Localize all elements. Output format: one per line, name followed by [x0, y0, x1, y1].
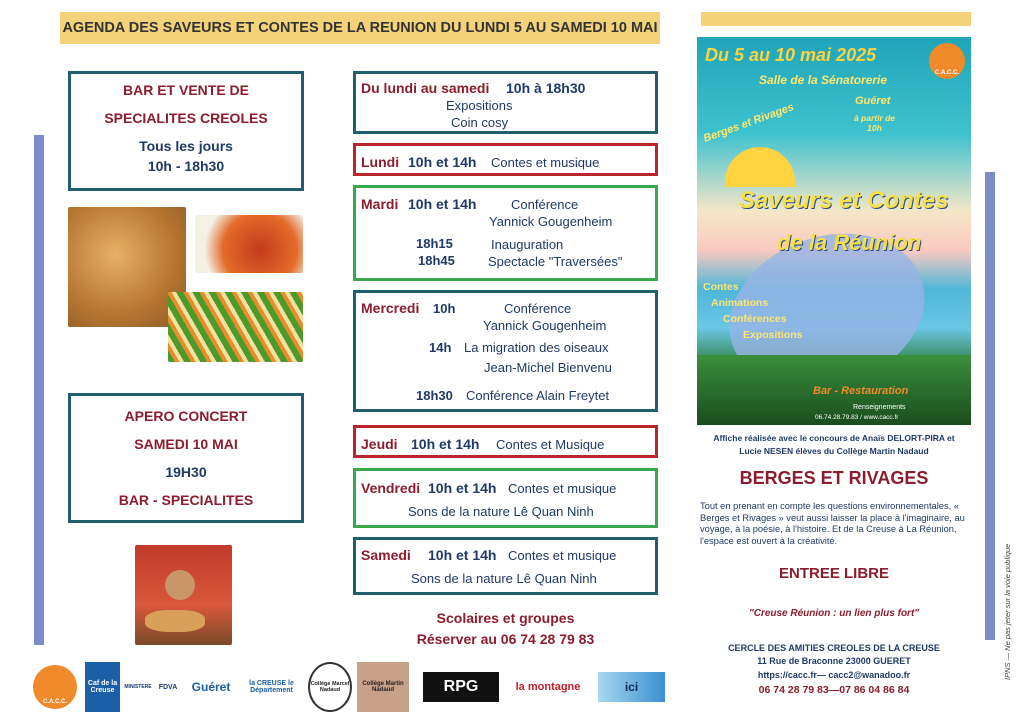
poster-list-item-1: Contes [703, 281, 739, 293]
jeudi-day: Jeudi [361, 436, 398, 452]
musician-photo [135, 545, 232, 645]
mardi-time2: 18h15 [416, 236, 453, 251]
cacc-logo [929, 43, 965, 79]
cacc-logo-text: C.A.C.C. [935, 70, 959, 76]
mercredi-time: 10h [433, 301, 456, 316]
decor-bar-left [34, 135, 44, 645]
decor-bar-right [985, 172, 995, 640]
poster-from: à partir de 10h [853, 113, 896, 133]
bar-box-line1: BAR ET VENTE DE [122, 82, 249, 98]
logo-creuse: la CREUSE le Département [249, 680, 294, 694]
apero-box [68, 393, 304, 523]
salad-photo [168, 292, 303, 362]
rougail-photo [195, 215, 303, 273]
org-name: CERCLE DES AMITIES CREOLES DE LA CREUSE [728, 643, 940, 653]
poster-list-item-4: Expositions [743, 329, 803, 341]
apero-box-line3: 19H30 [165, 464, 207, 480]
schedule-jeudi [353, 425, 658, 458]
mercredi-speaker2: Jean-Michel Bienvenu [484, 360, 612, 375]
mercredi-time3: 18h30 [416, 388, 453, 403]
samedi-desc2: Sons de la nature Lê Quan Ninh [411, 571, 597, 586]
samedi-time: 10h et 14h [428, 547, 497, 563]
org-web: https://cacc.fr— cacc2@wanadoo.fr [757, 670, 911, 680]
schedule-mardi [353, 185, 658, 281]
schedule-mercredi [353, 290, 658, 412]
poster-dates: Du 5 au 10 mai 2025 [705, 45, 877, 65]
schedule-all-week [353, 71, 658, 134]
right-paragraph: Tout en prenant en compte les questions environnementales, « Berges et Rivages » veut aussi laisser la place à l'imaginaire, au voyage, à la poésie, à l'histoire. Et de la Creuse à La Réunion, l'espace est ouvert à la créativité. [700, 501, 965, 546]
musician-head [165, 570, 195, 600]
mercredi-time2: 14h [429, 340, 452, 355]
vendredi-desc: Contes et musique [508, 481, 617, 496]
mardi-time3: 18h45 [418, 253, 455, 268]
apero-box-line1: APERO CONCERT [124, 408, 248, 424]
poster-venue: Salle de la Sénatorerie [759, 73, 888, 87]
mercredi-desc: Conférence [504, 301, 572, 316]
page-title: AGENDA DES SAVEURS ET CONTES DE LA REUNION DU LUNDI 5 AU SAMEDI 10 MAI [62, 20, 658, 36]
lundi-time: 10h et 14h [408, 154, 477, 170]
logo-fdva: FDVA [158, 683, 178, 691]
schedule-vendredi [353, 468, 658, 528]
header-banner [60, 12, 660, 44]
bar-box-line2: SPECIALITES CREOLES [104, 110, 268, 126]
logo-gueret: Guéret [191, 680, 231, 694]
schedule-samedi [353, 537, 658, 595]
apero-box-line4: BAR - SPECIALITES [118, 492, 254, 508]
mercredi-desc2: La migration des oiseaux [464, 340, 609, 355]
groups-line1: Scolaires et groupes [436, 610, 575, 626]
mardi-speaker: Yannick Gougenheim [489, 214, 613, 229]
logo-college-martin: Collège Martin Nadaud [357, 662, 409, 712]
bar-box-line4: 10h - 18h30 [147, 158, 225, 174]
right-title: BERGES ET RIVAGES [739, 468, 929, 488]
credit-line1: Affiche réalisée avec le concours de Anaïs DELORT-PIRA et [713, 433, 955, 443]
vendredi-desc2: Sons de la nature Lê Quan Ninh [408, 504, 594, 519]
poster-title2: de la Réunion [777, 230, 922, 255]
jeudi-time: 10h et 14h [411, 436, 480, 452]
decor-bar-top-right [701, 12, 971, 26]
bar-box-line3: Tous les jours [139, 138, 233, 154]
logo-ministere: MINISTERE [124, 684, 152, 690]
guitar-shape [145, 610, 205, 632]
logo-rpg: RPG [423, 672, 499, 702]
poster-contact: 06.74.28.79.83 / www.cacc.fr [815, 414, 899, 421]
schedule-lundi [353, 143, 658, 176]
samedi-desc: Contes et musique [508, 548, 617, 563]
jeudi-desc: Contes et Musique [496, 437, 605, 452]
groups-line2: Réserver au 06 74 28 79 83 [416, 631, 595, 647]
poster-info: Renseignements [853, 404, 906, 411]
poster-list-item-2: Animations [711, 297, 769, 309]
mardi-desc: Conférence [511, 197, 579, 212]
motto: "Creuse Réunion : un lien plus fort" [748, 608, 920, 619]
mercredi-speaker: Yannick Gougenheim [483, 318, 607, 333]
poster-theme: Berges et Rivages [701, 101, 796, 145]
org-address: 11 Rue de Braconne 23000 GUERET [757, 656, 911, 666]
mardi-desc2: Inauguration [491, 237, 564, 252]
mercredi-desc3: Conférence Alain Freytet [466, 388, 610, 403]
all-week-day: Du lundi au samedi [361, 80, 490, 96]
ipns-note: IPNS — Ne pas jeter sur la voie publique [1003, 543, 1012, 680]
logo-la-montagne: la montagne [515, 681, 581, 693]
org-phones: 06 74 28 79 83—07 86 04 86 84 [758, 684, 910, 696]
samedi-day: Samedi [361, 547, 411, 563]
mardi-time: 10h et 14h [408, 196, 477, 212]
poster-title1: Saveurs et Contes [739, 187, 949, 214]
lundi-desc: Contes et musique [491, 155, 600, 170]
logo-college-marcel: Collège Marcel Nadaud [308, 662, 352, 712]
all-week-item2: Coin cosy [451, 115, 509, 130]
logo-ici: ici [598, 672, 665, 702]
bar-box [68, 71, 304, 191]
poster-bar: Bar - Restauration [813, 385, 909, 397]
mardi-day: Mardi [361, 196, 399, 212]
lundi-day: Lundi [361, 154, 400, 170]
all-week-time: 10h à 18h30 [506, 80, 586, 96]
mercredi-day: Mercredi [361, 300, 420, 316]
poster-sun [725, 147, 795, 187]
credit-line2: Lucie NESEN élèves du Collège Martin Nadaud [739, 446, 929, 456]
entry-free: ENTREE LIBRE [778, 565, 889, 582]
event-poster [697, 37, 971, 425]
vendredi-time: 10h et 14h [428, 480, 497, 496]
logo-cacc: C.A.C.C. [32, 662, 78, 712]
mardi-desc3: Spectacle "Traversées" [488, 254, 623, 269]
all-week-item1: Expositions [446, 98, 513, 113]
poster-city: Guéret [855, 95, 891, 107]
poster-list-item-3: Conférences [723, 313, 787, 325]
logo-caf: Caf de la Creuse [85, 662, 120, 712]
apero-box-line2: SAMEDI 10 MAI [134, 436, 238, 452]
vendredi-day: Vendredi [361, 480, 421, 496]
